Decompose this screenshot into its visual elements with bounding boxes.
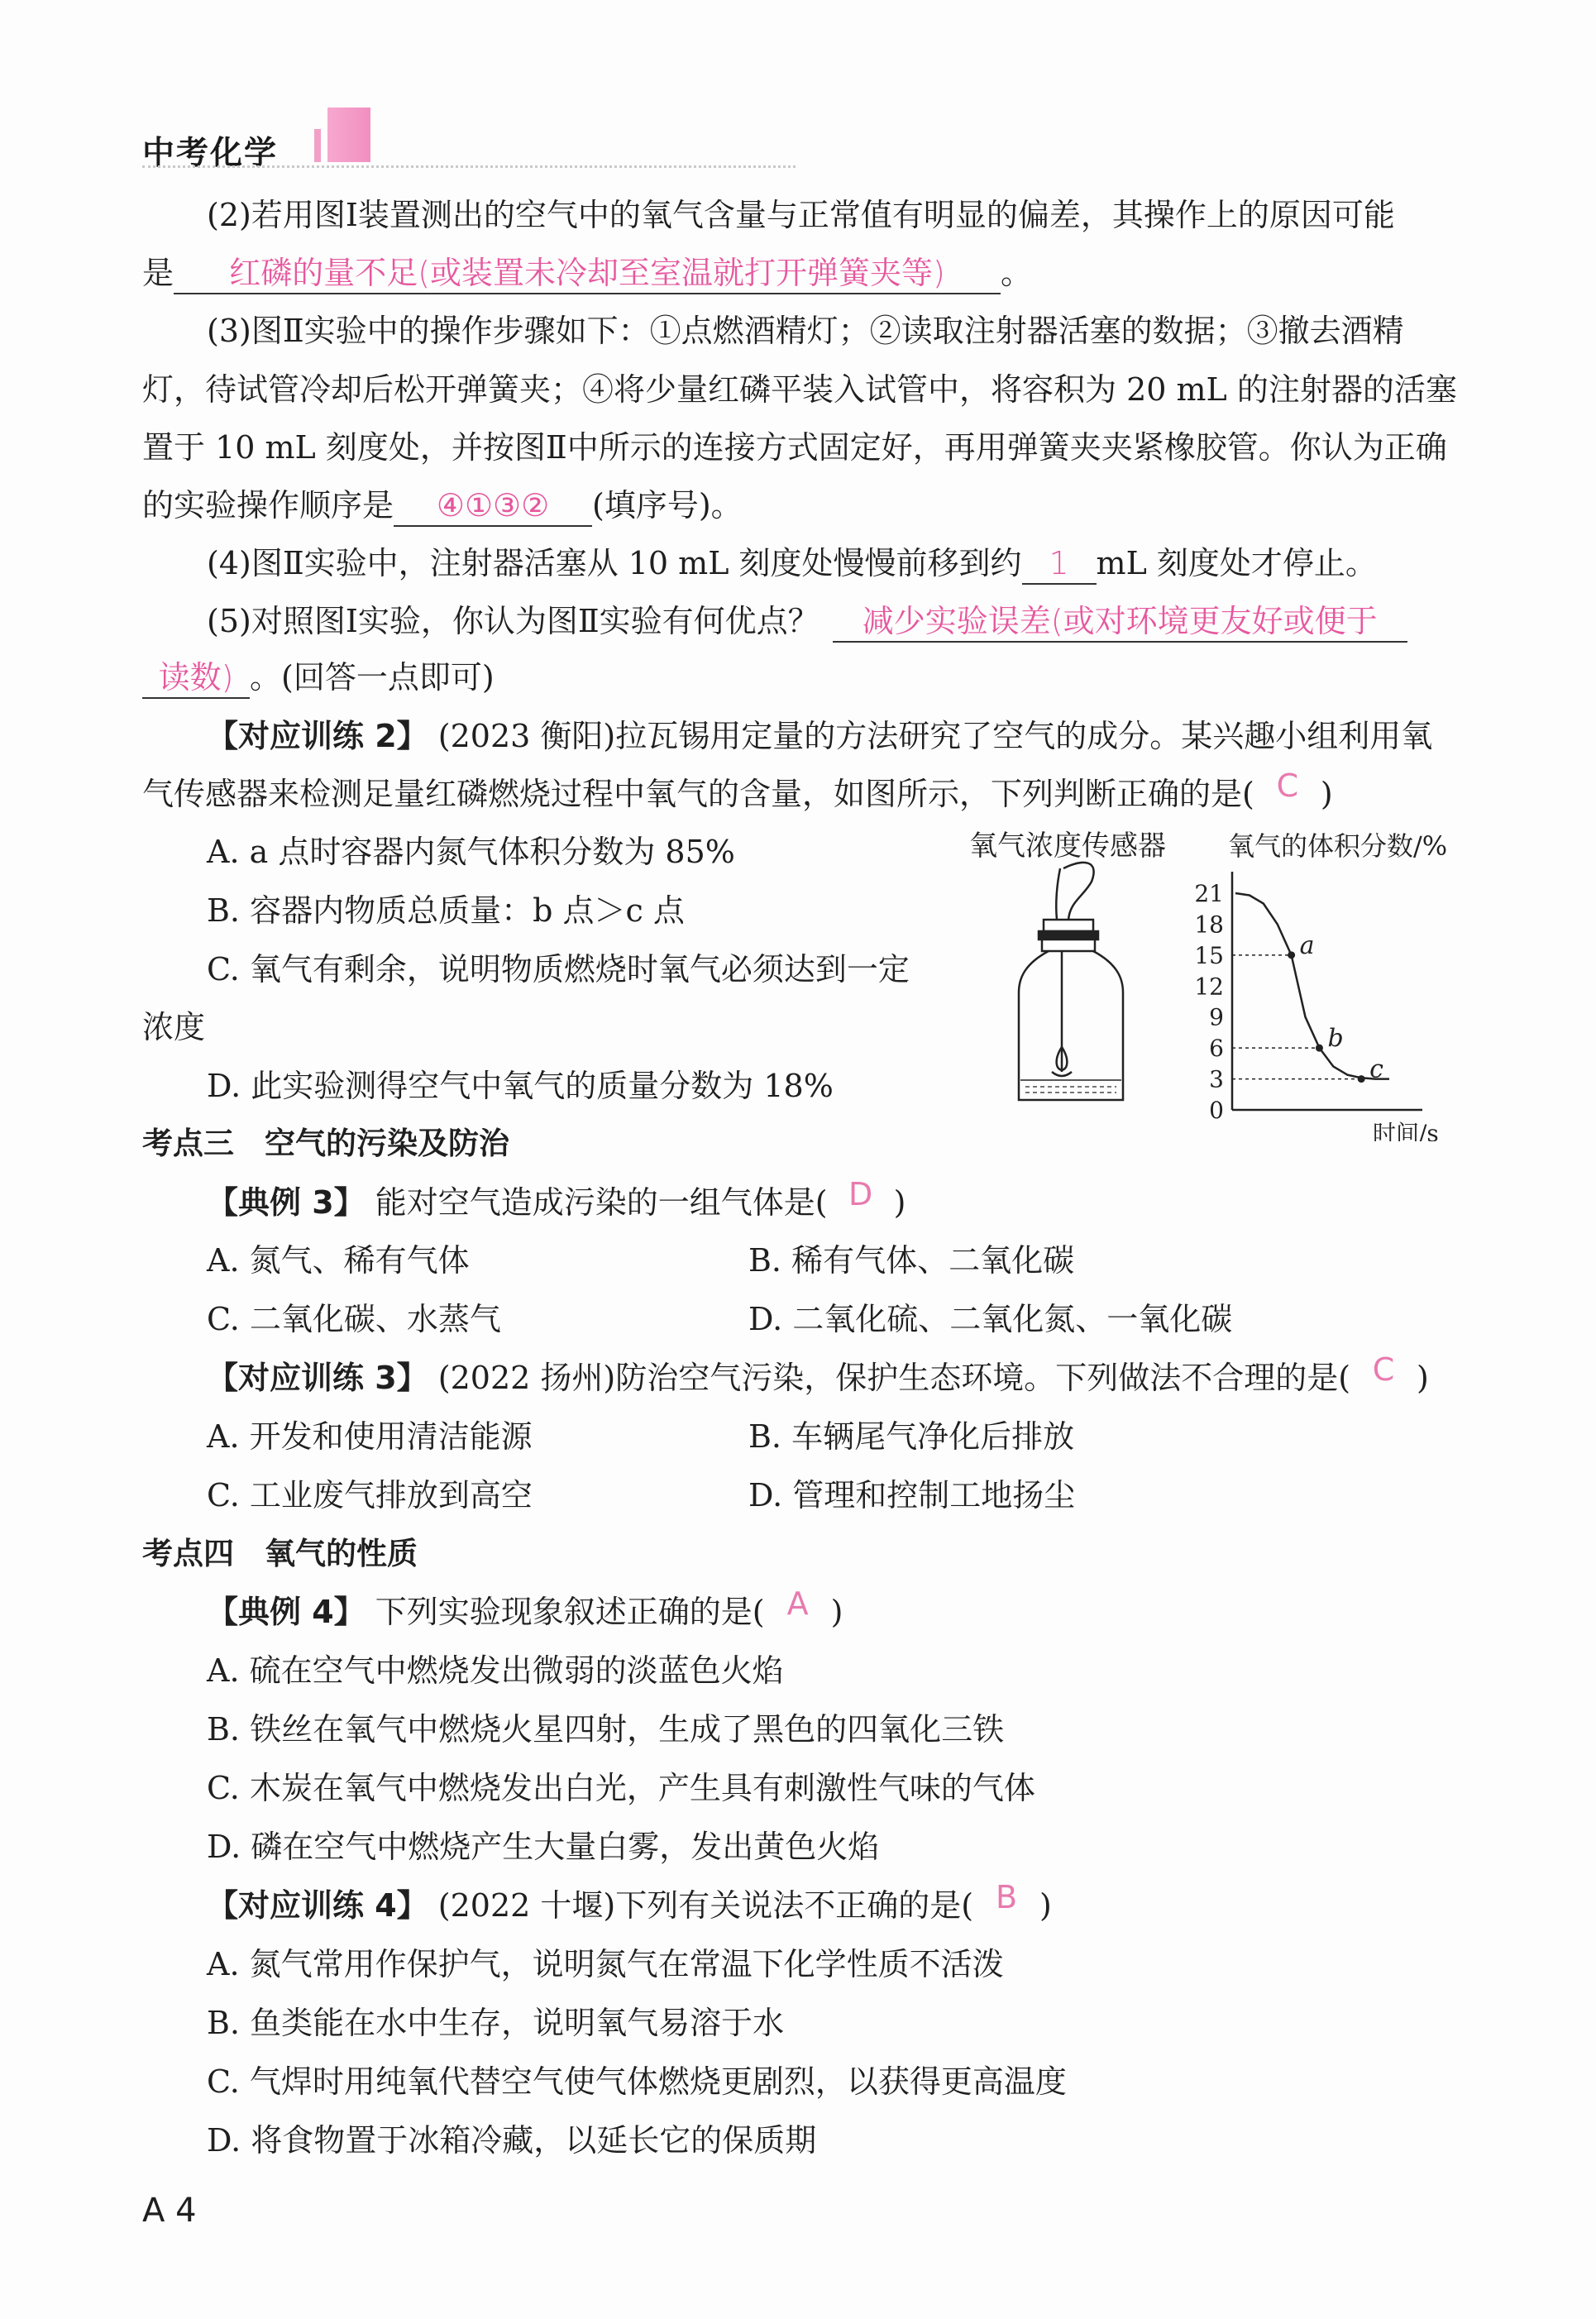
t4-text: (2022 十堰)下列有关说法不正确的是( [437,1887,974,1924]
combustion-spoon [1052,1072,1072,1076]
ex3-option-b: B. 稀有气体、二氧化碳 [748,1242,1075,1279]
ex4-option-d: D. 磷在空气中燃烧产生大量白雾，发出黄色火焰 [207,1829,880,1865]
t3-line [207,1351,1429,1398]
q3-line1: (3)图Ⅱ实验中的操作步骤如下：①点燃酒精灯；②读取注射器活塞的数据；③撤去酒精 [207,313,1404,349]
ex3-answer: D [848,1176,873,1212]
point-c [1358,1075,1365,1083]
q2-line2 [142,253,1032,294]
y-tick-label: 9 [1209,1003,1224,1031]
q3-line3: 置于 10 mL 刻度处，并按图Ⅱ中所示的连接方式固定好，再用弹簧夹夹紧橡胶管。你认为正确 [142,429,1447,466]
t4-line [207,1879,1052,1925]
q3-line2: 灯，待试管冷却后松开弹簧夹；④将少量红磷平装入试管中，将容积为 20 mL 的注射器的活塞 [142,371,1457,408]
t3-answer: C [1372,1351,1395,1388]
header-tab-accent [314,129,321,162]
ex3-line [207,1176,906,1222]
section-3-title: 考点三 空气的污染及防治 [142,1126,509,1161]
t2-text1: (2023 衡阳)拉瓦锡用定量的方法研究了空气的成分。某兴趣小组利用氧 [437,718,1433,754]
q5-prefix: (5)对照图Ⅰ实验，你认为图Ⅱ实验有何优点？ [207,603,820,639]
point-label-c: c [1369,1054,1383,1084]
t3-option-c: C. 工业废气排放到高空 [207,1477,533,1513]
t3-tag: 【对应训练 3】 [207,1360,428,1396]
q2-suffix: 。 [1001,255,1033,291]
ex3-text: 能对空气造成污染的一组气体是( [375,1184,828,1221]
q4-line [207,543,1377,585]
t2-text2: 气传感器来检测足量红磷燃烧过程中氧气的含量，如图所示，下列判断正确的是( [142,776,1254,812]
sensor-wire-left [1056,868,1060,920]
q5-answer-blank-2 [142,657,250,699]
ex3-option-a: A. 氮气、稀有气体 [207,1242,470,1279]
y-tick-label: 21 [1194,880,1224,907]
t3-close: ) [1417,1360,1429,1396]
y-tick-label: 15 [1194,941,1224,969]
q5-answer-blank-1 [833,601,1407,643]
bottle-apparatus [1019,863,1123,1100]
ex4-answer: A [786,1585,809,1622]
q3-prefix: 的实验操作顺序是 [142,487,394,524]
section-4-title: 考点四 氧气的性质 [142,1536,418,1571]
ex3-close: ) [893,1184,906,1221]
q5-line1 [207,601,1407,643]
ex4-text: 下列实验现象叙述正确的是( [375,1594,765,1630]
ex4-option-a: A. 硫在空气中燃烧发出微弱的淡蓝色火焰 [207,1652,784,1689]
t4-option-d: D. 将食物置于冰箱冷藏，以延长它的保质期 [207,2122,817,2159]
t2-tag: 【对应训练 2】 [207,718,428,754]
q2-answer: 红磷的量不足(或装置未冷却至室温就打开弹簧夹等) [229,255,945,291]
ex4-option-b: B. 铁丝在氧气中燃烧火星四射，生成了黑色的四氧化三铁 [207,1711,1005,1748]
t4-option-c: C. 气焊时用纯氧代替空气使气体燃烧更剧烈，以获得更高温度 [207,2063,1067,2100]
y-tick-label: 12 [1194,973,1224,1001]
chart-xlabel: 时间/s [1373,1120,1439,1141]
sensor-wire-right [1063,863,1094,920]
stopper-bottom [1042,940,1095,951]
figure-svg [959,827,1488,1141]
experiment-figure [959,827,1488,1145]
t4-option-a: A. 氮气常用作保护气，说明氮气在常温下化学性质不活泼 [207,1946,1004,1982]
t3-text: (2022 扬州)防治空气污染，保护生态环境。下列做法不合理的是( [437,1360,1351,1396]
t2-close-paren: ) [1320,776,1333,812]
stopper-band [1039,931,1098,940]
page-number: A 4 [142,2192,197,2230]
q4-prefix: (4)图Ⅱ实验中，注射器活塞从 10 mL 刻度处慢慢前移到约 [207,545,1022,581]
oxygen-curve [1235,893,1389,1079]
y-tick-label: 18 [1194,911,1224,939]
ex4-tag: 【典例 4】 [207,1594,366,1630]
point-label-a: a [1299,930,1315,960]
t4-option-b: B. 鱼类能在水中生存，说明氧气易溶于水 [207,2005,785,2041]
q3-suffix: (填序号)。 [592,487,743,524]
t3-option-d: D. 管理和控制工地扬尘 [748,1477,1076,1513]
t2-option-b: B. 容器内物质总质量：b 点＞c 点 [207,892,685,929]
q5-answer-part2: 读数) [158,659,234,696]
t2-option-d: D. 此实验测得空气中氧气的质量分数为 18% [207,1068,834,1104]
ex4-option-c: C. 木炭在氧气中燃烧发出白光，产生具有刺激性气味的气体 [207,1770,1035,1806]
ex4-line [207,1585,843,1632]
y-tick-label: 0 [1209,1097,1224,1124]
oxygen-chart [1194,872,1438,1141]
t2-line2 [142,767,1333,814]
q5-answer-part1: 减少实验误差(或对环境更友好或便于 [862,603,1378,639]
q5-suffix: 。(回答一点即可) [250,659,495,696]
q3-answer: ④①③② [436,487,550,524]
ex4-close: ) [830,1594,843,1630]
q4-suffix: mL 刻度处才停止。 [1096,545,1377,581]
ex3-option-c: C. 二氧化碳、水蒸气 [207,1301,501,1337]
t4-answer: B [995,1879,1018,1915]
ex3-option-d: D. 二氧化硫、二氧化氮、一氧化碳 [748,1301,1233,1337]
t3-option-a: A. 开发和使用清洁能源 [207,1418,533,1455]
t2-line1 [207,716,1432,756]
point-a [1288,951,1295,959]
y-tick-label: 6 [1209,1035,1224,1063]
point-label-b: b [1327,1024,1344,1054]
q4-answer: 1 [1049,545,1069,581]
chart-ylabel: 氧气的体积分数/% [1228,830,1448,862]
ex3-tag: 【典例 3】 [207,1184,366,1221]
t2-option-c: C. 氧气有剩余，说明物质燃烧时氧气必须达到一定 [207,951,910,987]
q2-prefix: 是 [142,255,174,291]
t4-close: ) [1039,1887,1052,1924]
t3-option-b: B. 车辆尾气净化后排放 [748,1418,1075,1455]
t2-option-c-cont: 浓度 [142,1009,206,1045]
q5-line2 [142,657,495,699]
q3-answer-blank [394,485,592,527]
bottle-outline [1019,951,1123,1100]
y-tick-label: 3 [1209,1065,1224,1093]
header-tab-decoration [323,108,370,162]
q2-answer-blank [174,253,1001,294]
header-divider [142,165,796,168]
q3-line4 [142,485,743,527]
stopper-top [1044,920,1093,931]
header-title: 中考化学 [142,135,279,172]
t4-tag: 【对应训练 4】 [207,1887,428,1924]
q2-line1: (2)若用图Ⅰ装置测出的空气中的氧气含量与正常值有明显的偏差，其操作上的原因可能 [207,197,1395,233]
t2-answer: C [1276,767,1299,804]
point-b [1316,1045,1323,1052]
t2-option-a: A. a 点时容器内氮气体积分数为 85% [207,834,735,870]
q4-answer-blank [1022,543,1097,585]
sensor-label: 氧气浓度传感器 [969,830,1166,863]
